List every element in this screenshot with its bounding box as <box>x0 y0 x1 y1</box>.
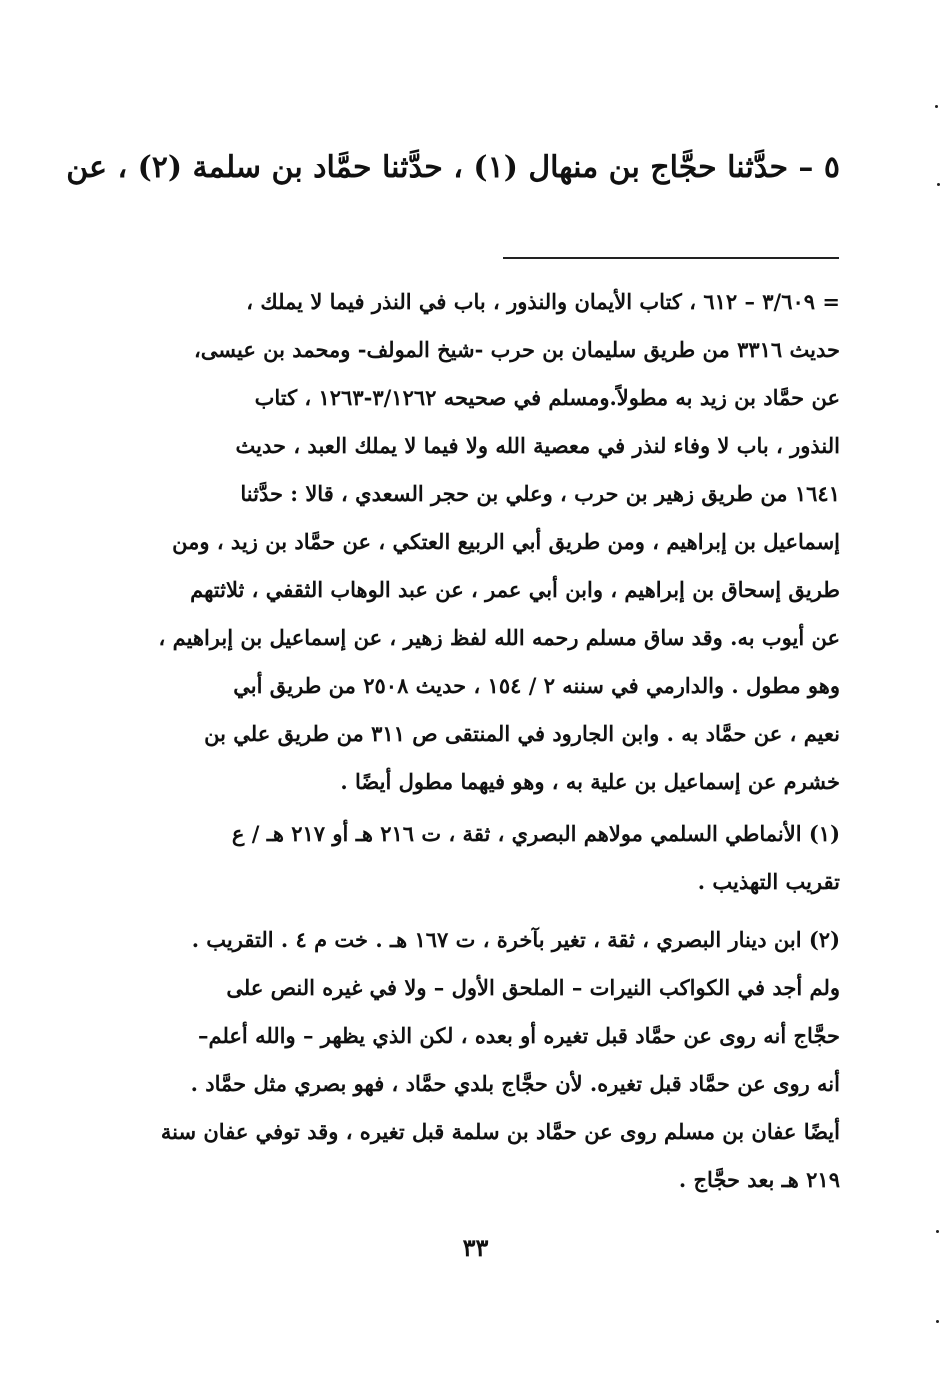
footnote-line: (٢) ابن دينار البصري ، ثقة ، تغير بآخرة ، ت ١٦٧ هـ . خت م ٤ . التقريب . <box>191 927 840 952</box>
footnote-separator <box>503 257 839 259</box>
page-number: ٣٣ <box>462 1233 489 1262</box>
footnotes-section <box>135 278 840 1204</box>
footnote-continuation <box>135 278 840 806</box>
footnote-line: وهو مطول . والدارمي في سننه ٢ / ١٥٤ ، حديث ٢٥٠٨ من طريق أبي <box>233 673 840 698</box>
footnote-line: النذور ، باب لا وفاء لنذر في معصية الله ولا فيما لا يملك العبد ، حديث <box>235 433 840 458</box>
footnote-line: ٢١٩ هـ بعد حجَّاج . <box>678 1167 840 1192</box>
footnote-line: عن أيوب به. وقد ساق مسلم رحمه الله لفظ زهير ، عن إسماعيل بن إبراهيم ، <box>158 625 840 650</box>
main-text-line: ٥ – حدَّثنا حجَّاج بن منهال (١) ، حدَّثنا حمَّاد بن سلمة (٢) ، عن <box>66 150 840 185</box>
footnote-line: إسماعيل بن إبراهيم ، ومن طريق أبي الربيع العتكي ، عن حمَّاد بن زيد ، ومن <box>172 529 840 554</box>
footnote-line: أيضًا عفان بن مسلم روى عن حمَّاد بن سلمة قبل تغيره ، وقد توفي عفان سنة <box>160 1119 840 1144</box>
footnote-line: خشرم عن إسماعيل بن علية به ، وهو فيهما مطول أيضًا . <box>340 769 840 794</box>
footnote-line: طريق إسحاق بن إبراهيم ، وابن أبي عمر ، عن عبد الوهاب الثقفي ، ثلاثتهم <box>190 577 840 602</box>
footnote-line: حديث ٣٣١٦ من طريق سليمان بن حرب -شيخ المولف- ومحمد بن عيسى، <box>193 337 840 362</box>
footnote-line: عن حمَّاد بن زيد به مطولاً.ومسلم في صحيحه ٣/١٢٦٢-١٢٦٣ ، كتاب <box>254 385 840 410</box>
footnote-1 <box>135 810 840 906</box>
scan-speck <box>935 105 938 108</box>
scan-speck <box>937 183 940 186</box>
footnote-line: = ٣/٦٠٩ – ٦١٢ ، كتاب الأيمان والنذور ، باب في النذر فيما لا يملك ، <box>246 289 840 314</box>
scan-speck <box>936 1320 939 1323</box>
footnote-line: (١) الأنماطي السلمي مولاهم البصري ، ثقة ، ت ٢١٦ هـ أو ٢١٧ هـ / ع <box>231 821 840 846</box>
footnote-line: نعيم ، عن حمَّاد به . وابن الجارود في المنتقى ص ٣١١ من طريق علي بن <box>204 721 840 746</box>
footnote-2 <box>135 916 840 1204</box>
scan-speck <box>936 1230 939 1233</box>
footnote-line: حجَّاج أنه روى عن حمَّاد قبل تغيره أو بعده ، لكن الذي يظهر – والله أعلم– <box>197 1023 840 1048</box>
footnote-line: ولم أجد في الكواكب النيرات – الملحق الأول – ولا في غيره النص على <box>226 975 840 1000</box>
footnote-line: تقريب التهذيب . <box>697 869 840 894</box>
footnote-line: أنه روى عن حمَّاد قبل تغيره. لأن حجَّاج بلدي حمَّاد ، فهو بصري مثل حمَّاد . <box>190 1071 840 1096</box>
footnote-line: ١٦٤١ من طريق زهير بن حرب ، وعلي بن حجر السعدي ، قالا : حدَّثنا <box>240 481 840 506</box>
